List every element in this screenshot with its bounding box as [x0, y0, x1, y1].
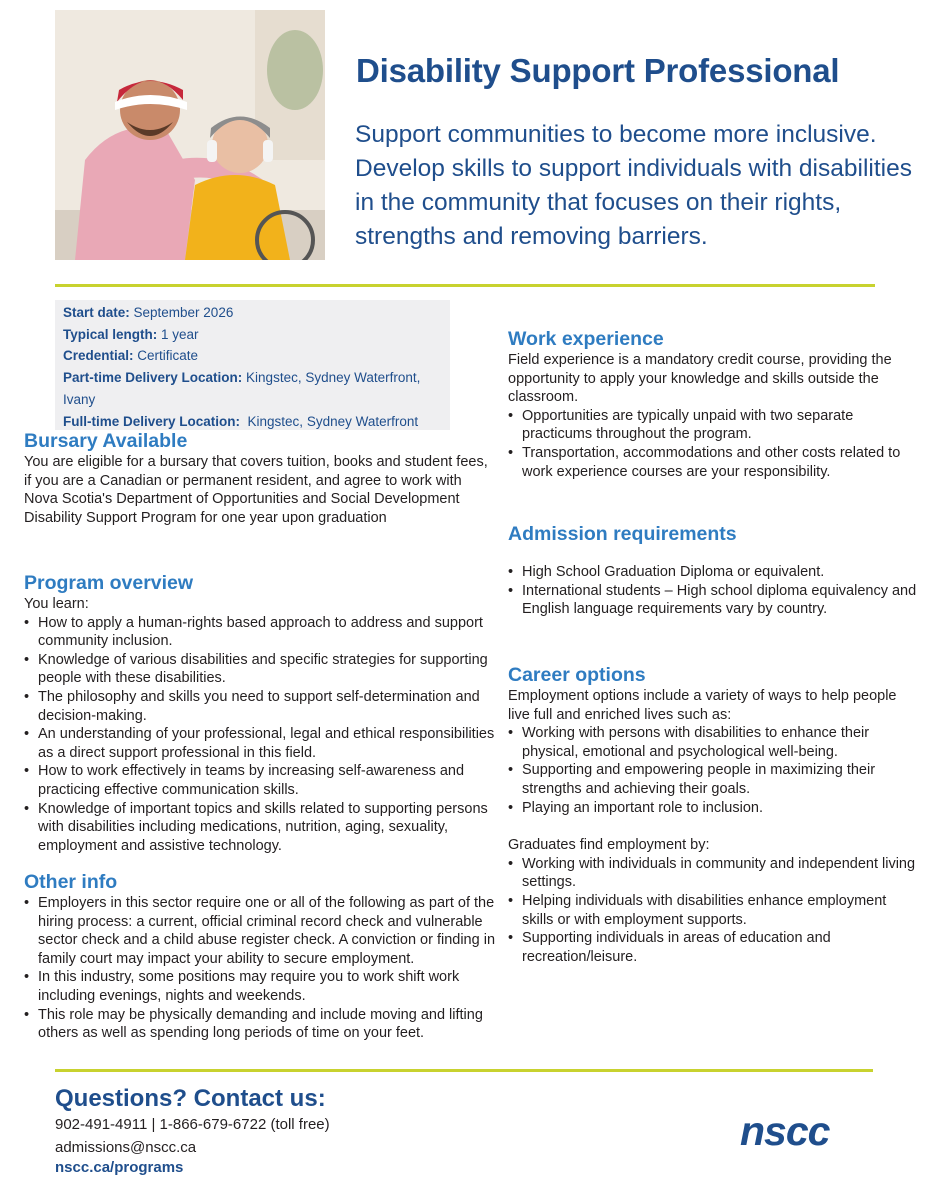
other-info-list: [24, 894, 498, 1043]
info-part-time-location-cont: Ivany: [63, 391, 96, 407]
page-title: Disability Support Professional: [356, 52, 840, 89]
bursary-text: You are eligible for a bursary that covers tuition, books and student fees, if you are a Canadian or permanent resident, and agree to work with Nova Scotia's Department of Opportunities and Social Development Disability Support Program for one year upon graduation: [24, 454, 488, 526]
overview-section: [24, 571, 498, 855]
list-item: • International students – High school diploma equivalency and English language requirements vary by country.: [508, 582, 918, 619]
list-item: • Helping individuals with disabilities enhance employment skills or with employment supports.: [508, 892, 918, 929]
list-item: • High School Graduation Diploma or equivalent.: [508, 563, 918, 582]
work-experience-list: [508, 407, 918, 481]
work-experience-intro: Field experience is a mandatory credit course, providing the opportunity to apply your knowledge and skills outside the classroom.: [508, 352, 892, 406]
list-item: • Transportation, accommodations and other costs related to work experience courses are your responsibility.: [508, 444, 918, 481]
list-item: • Supporting and empowering people in maximizing their strengths and achieving their goals.: [508, 761, 918, 798]
career-list: [508, 724, 918, 817]
list-item: • The philosophy and skills you need to support self-determination and decision-making.: [24, 688, 498, 725]
hero-photo-illustration: [55, 10, 325, 260]
contact-website-link[interactable]: nscc.ca/programs: [55, 1159, 184, 1176]
career-intro: Employment options include a variety of ways to help people live full and enriched lives such as:: [508, 688, 897, 723]
other-info-section: [24, 870, 498, 1043]
list-item: • Supporting individuals in areas of education and recreation/leisure.: [508, 929, 918, 966]
info-typical-length: Typical length: 1 year: [63, 326, 199, 342]
list-item: • Working with individuals in community and independent living settings.: [508, 855, 918, 892]
divider-top: [55, 284, 875, 287]
info-start-date: Start date: September 2026: [63, 305, 234, 320]
list-item: • Knowledge of various disabilities and specific strategies for supporting people with these disabilities.: [24, 651, 498, 688]
career-heading: Career options: [508, 664, 646, 686]
work-experience-heading: Work experience: [508, 328, 664, 350]
info-credential: Credential: Certificate: [63, 348, 199, 364]
divider-bottom: [55, 1069, 873, 1072]
list-item: • Opportunities are typically unpaid with two separate practicums throughout the program.: [508, 407, 918, 444]
overview-heading: Program overview: [24, 572, 194, 594]
list-item: • Knowledge of important topics and skills related to supporting persons with disabilities including medications, nutrition, aging, sexuality, employment and assistive technology.: [24, 800, 498, 856]
bursary-section: [24, 429, 498, 527]
admission-heading: Admission requirements: [508, 523, 737, 545]
career-section: [508, 663, 918, 966]
contact-phone: 902-491-4911 | 1-866-679-6722 (toll free): [55, 1116, 330, 1133]
list-item: • This role may be physically demanding and include moving and lifting others as well as spending long periods of time on your feet.: [24, 1006, 498, 1043]
contact-heading: Questions? Contact us:: [55, 1085, 326, 1112]
nscc-logo: nscc: [740, 1108, 830, 1154]
overview-list: [24, 614, 498, 856]
list-item: • Working with persons with disabilities to enhance their physical, emotional and psychological well-being.: [508, 724, 918, 761]
overview-intro: You learn:: [24, 596, 89, 612]
admission-section: [508, 522, 918, 619]
other-info-heading: Other info: [24, 871, 118, 893]
info-full-time-location: Full-time Delivery Location: Kingstec, Sydney Waterfront: [63, 413, 419, 429]
list-item: • An understanding of your professional, legal and ethical responsibilities as a direct support professional in this field.: [24, 725, 498, 762]
tagline: Support communities to become more inclusive. Develop skills to support individuals with disabilities in the community that focuses on their rights, strengths and removing barriers.: [355, 121, 912, 250]
career-intro-2: Graduates find employment by:: [508, 837, 710, 854]
work-experience-section: [508, 327, 918, 481]
program-facts-box: [55, 300, 450, 430]
list-item: • Employers in this sector require one or all of the following as part of the hiring process: a current, official criminal record check and vulnerable sector check and a child abuse register check. A conviction or finding in family court may impact your ability to secure employment.: [24, 894, 498, 968]
career-list-2: [508, 855, 918, 967]
list-item: • How to work effectively in teams by increasing self-awareness and practicing effective communication skills.: [24, 762, 498, 799]
admission-list: [508, 563, 918, 619]
contact-email[interactable]: admissions@nscc.ca: [55, 1139, 197, 1156]
list-item: • In this industry, some positions may require you to work shift work including evenings, nights and weekends.: [24, 968, 498, 1005]
hero-photo: [55, 10, 325, 260]
list-item: • Playing an important role to inclusion.: [508, 799, 918, 818]
info-part-time-location: Part-time Delivery Location: Kingstec, Sydney Waterfront,: [63, 370, 421, 386]
list-item: • How to apply a human-rights based approach to address and support community inclusion.: [24, 614, 498, 651]
bursary-heading: Bursary Available: [24, 430, 188, 452]
